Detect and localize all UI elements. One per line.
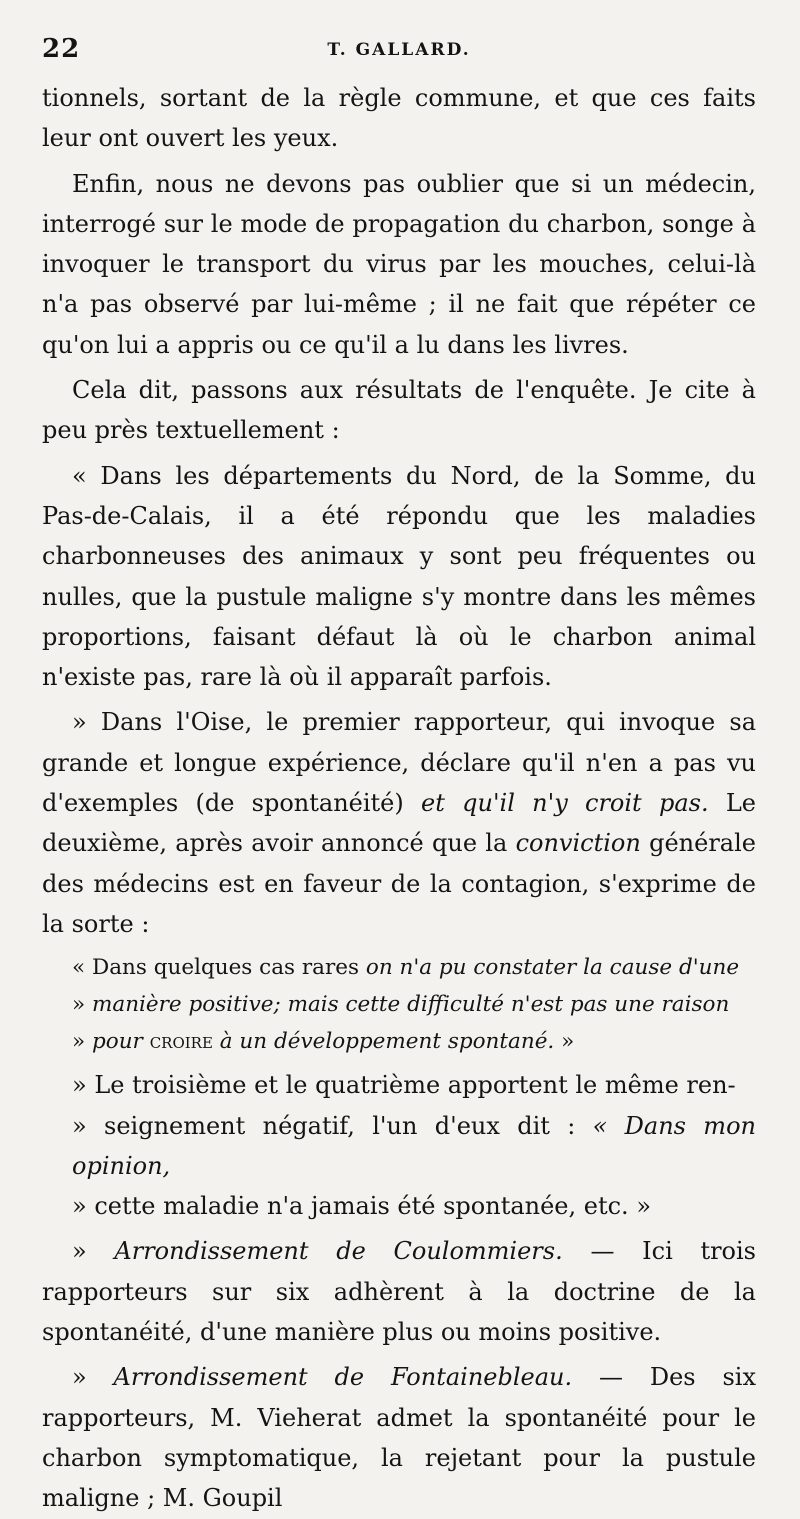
text-span: » Dans l'Oise, le premier rapporteur, qui invoque sa grande et longue expérience, déclare qu'il n'en a pas vu d'exemples (de spontanéité) [42,708,756,818]
text-span: — Ici trois rapporteurs sur six adhèrent à la doctrine de la spontanéité, d'une manière plus ou moins positive. [42,1237,757,1347]
quote-mark: » [72,1363,87,1392]
text-span: « Dans quelques cas rares [72,955,360,981]
paragraph: Enfin, nous ne devons pas oublier que si un médecin, interrogé sur le mode de propagation du charbon, songe à invoquer le transport du virus par les mouches, celui-là n'a pas observé par lui-même ; il ne fait que répéter ce qu'on lui a appris ou ce qu'il a lu dans les livres. [42,169,756,359]
quote-mark: » [72,1029,86,1055]
italic-span: conviction [515,829,641,858]
text-line [42,1106,756,1187]
small-caps-span: croire [149,1029,213,1055]
nested-quote [42,949,756,1060]
text-span: Le deuxième, après avoir annoncé que la [42,789,756,858]
quote-line [42,986,756,1023]
body-text [42,78,756,1519]
text-span: » seignement négatif, l'un d'eux dit : [72,1111,576,1140]
italic-span: et qu'il n'y croit pas. [421,789,709,818]
text-line: » Le troisième et le quatrième apportent le même ren- [72,1071,736,1100]
italic-span: à un développement spontané. [219,1029,555,1055]
quote-mark: » [561,1029,575,1055]
quote-line [42,949,756,986]
running-head: T. GALLARD. [327,40,471,60]
paragraph: Cela dit, passons aux résultats de l'enquête. Je cite à peu près textuellement : [42,376,756,445]
paragraph-oise [42,702,756,944]
quote-mark: » [72,992,86,1018]
italic-span: Arrondissement de Fontainebleau. [113,1363,573,1392]
quote-mark: » [72,1237,87,1266]
page-header [42,34,756,78]
italic-span: Arrondissement de Coulommiers. [114,1237,563,1266]
text-span: générale des médecins est en faveur de la contagion, s'exprime de la sorte : [42,829,756,938]
text-line: » cette maladie n'a jamais été spontanée, etc. » [72,1192,651,1221]
paragraph-quote-start: « Dans les départements du Nord, de la Somme, du Pas-de-Calais, il a été répondu que les maladies charbonneuses des animaux y sont peu fréquentes ou nulles, que la pustule maligne s'y montre dans les mêmes proportions, faisant défaut là où le charbon animal n'existe pas, rare là où il apparaît parfois. [42,461,756,692]
paragraph-fontainebleau [42,1357,756,1518]
italic-span: on n'a pu constater la cause d'une [365,955,740,981]
italic-span: « Dans mon opinion, [72,1111,756,1180]
italic-span: pour [92,1029,143,1055]
paragraph-continuation: tionnels, sortant de la règle commune, et que ces faits leur ont ouvert les yeux. [42,84,756,153]
italic-span: manière positive; mais cette difficulté n'est pas une raison [92,992,730,1018]
paragraph-third-fourth [42,1065,756,1226]
quote-line [42,1023,756,1060]
page-number: 22 [42,34,81,64]
text-span: — Des six rapporteurs, M. Vieherat admet la spontanéité pour le charbon symptomatique, la rejetant pour la pustule maligne ; M. Goupil [42,1363,756,1513]
paragraph-coulommiers [42,1231,756,1352]
